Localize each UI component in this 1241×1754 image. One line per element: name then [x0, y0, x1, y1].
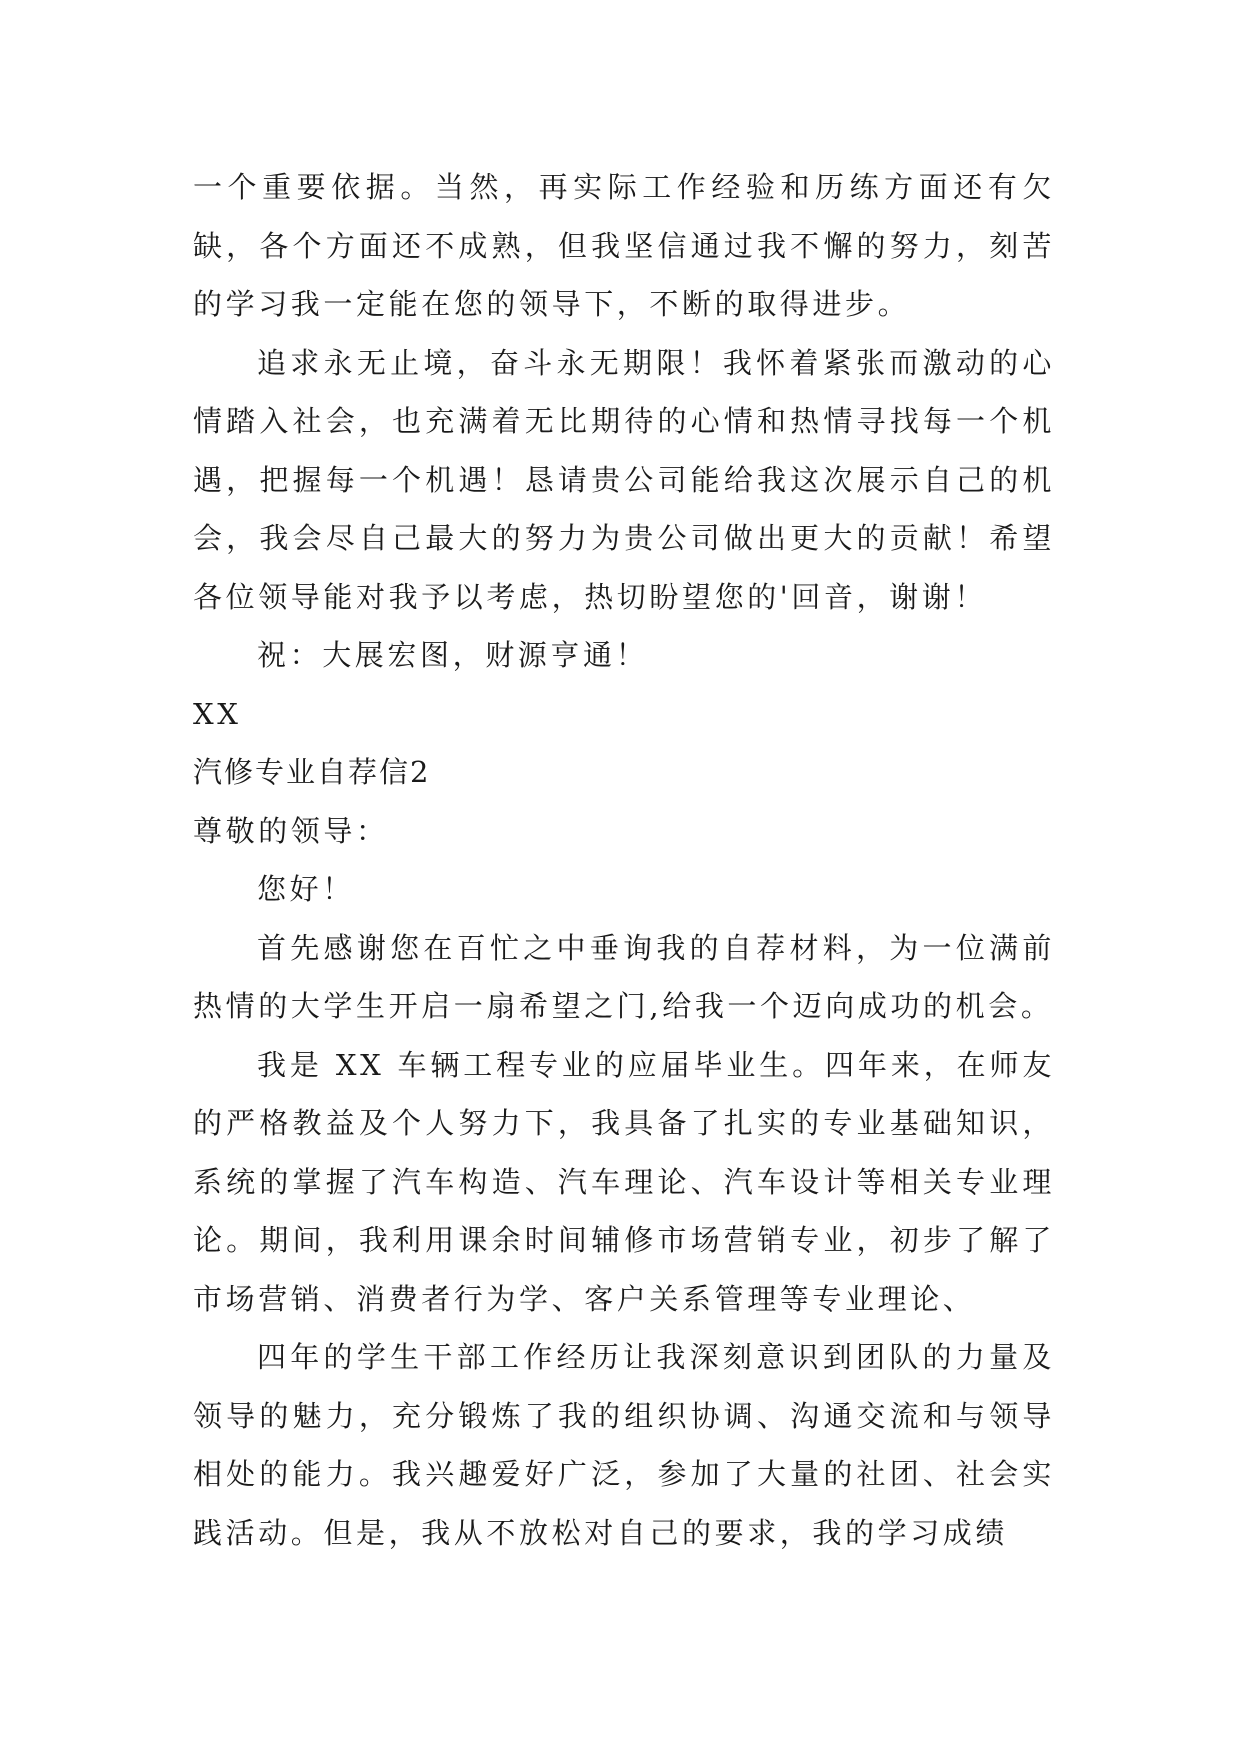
closing-wish: 祝：大展宏图，财源亨通！ — [257, 638, 649, 672]
body-paragraph: 追求永无止境，奋斗永无期限！我怀着紧张而激动的心情踏入社会，也充满着无比期待的心情和热情寻找每一个机遇，把握每一个机遇！恳请贵公司能给我这次展示自己的机会，我会尽自己最大的努力为贵公司做出更大的贡献！希望各位领导能对我予以考虑，热切盼望您的'回音，谢谢！ — [193, 345, 1055, 614]
greeting: 您好！ — [257, 872, 355, 906]
letter-title: 汽修专业自荐信2 — [193, 755, 431, 789]
salutation: 尊敬的领导： — [193, 813, 389, 848]
signature: XX — [193, 696, 242, 731]
body-paragraph: 我是 XX 车辆工程专业的应届毕业生。四年来，在师友的严格教益及个人努力下，我具备了扎实的专业基础知识，系统的掌握了汽车构造、汽车理论、汽车设计等相关专业理论。期间，我利用课余时间辅修市场营销专业，初步了解了市场营销、消费者行为学、客户关系管理等专业理论、 — [193, 1047, 1055, 1316]
body-paragraph: 四年的学生干部工作经历让我深刻意识到团队的力量及领导的魅力，充分锻炼了我的组织协调、沟通交流和与领导相处的能力。我兴趣爱好广泛，参加了大量的社团、社会实践活动。但是，我从不放松对自己的要求，我的学习成绩 — [193, 1340, 1055, 1550]
body-paragraph: 一个重要依据。当然，再实际工作经验和历练方面还有欠缺，各个方面还不成熟，但我坚信通过我不懈的努力，刻苦的学习我一定能在您的领导下，不断的取得进步。 — [193, 170, 1055, 321]
document-body — [193, 158, 1055, 1562]
body-paragraph: 首先感谢您在百忙之中垂询我的自荐材料，为一位满前热情的大学生开启一扇希望之门,给我一个迈向成功的机会。 — [193, 930, 1055, 1023]
